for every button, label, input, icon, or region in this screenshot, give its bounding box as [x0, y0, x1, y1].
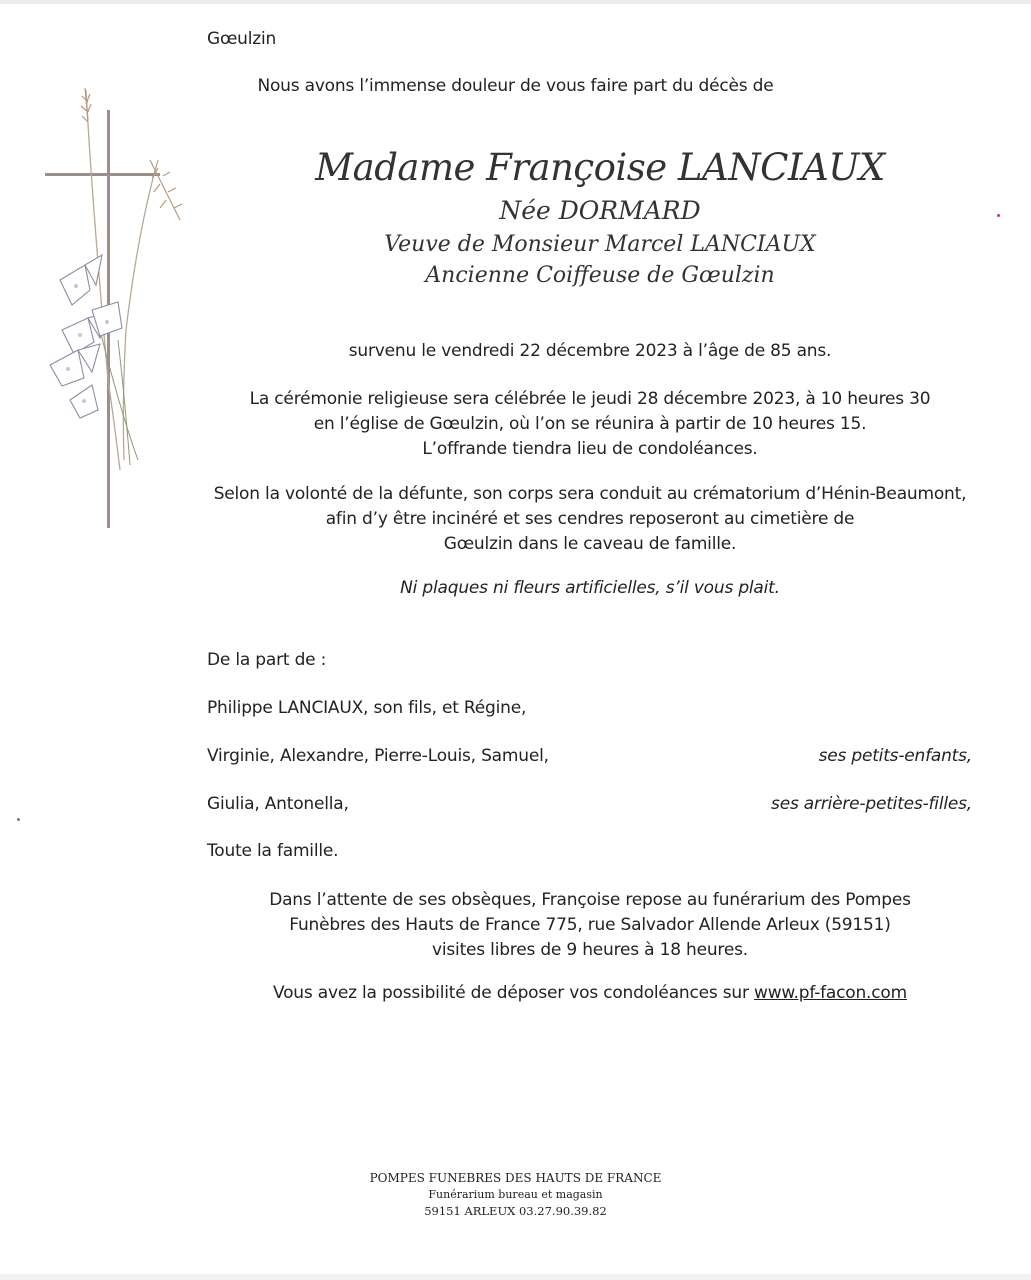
family-row-names: Giulia, Antonella, — [207, 794, 349, 814]
scan-edge-top — [0, 0, 1031, 4]
town-header: Gœulzin — [207, 29, 277, 49]
ceremony-paragraph — [190, 387, 990, 462]
scan-speck — [997, 214, 1000, 217]
funerarium-line: Funèbres des Hauts de France 775, rue Salvador Allende Arleux (59151) — [289, 915, 891, 935]
cremation-line: Gœulzin dans le caveau de famille. — [443, 534, 737, 554]
footer-subtitle: Funérarium bureau et magasin — [428, 1188, 603, 1201]
scan-speck — [17, 818, 20, 821]
funerarium-line: visites libres de 9 heures à 18 heures. — [432, 940, 748, 960]
cremation-paragraph — [190, 482, 990, 557]
condolences-line — [190, 983, 990, 1003]
ceremony-line: L’offrande tiendra lieu de condoléances. — [422, 439, 758, 459]
family-label: De la part de : — [207, 650, 327, 670]
footer-address: 59151 ARLEUX 03.27.90.39.82 — [424, 1204, 607, 1218]
cremation-line: Selon la volonté de la défunte, son corps sera conduit au crématorium d’Hénin-Beaumont, — [213, 484, 967, 504]
scan-edge-bottom — [0, 1274, 1031, 1280]
deceased-name: Madame Françoise LANCIAUX — [315, 146, 885, 189]
no-flowers-note: Ni plaques ni fleurs artificielles, s’il vous plait. — [400, 578, 780, 598]
condolences-text: Vous avez la possibilité de déposer vos condoléances sur — [273, 983, 749, 1003]
cross-with-wheat-and-lilies-icon — [30, 80, 210, 540]
funerarium-paragraph — [190, 888, 990, 963]
family-row-names: Virginie, Alexandre, Pierre-Louis, Samuel, — [207, 746, 549, 766]
profession: Ancienne Coiffeuse de Gœulzin — [425, 263, 775, 288]
family-row-relation: ses petits-enfants, — [818, 746, 972, 766]
family-row-names: Toute la famille. — [207, 841, 339, 861]
footer — [0, 1170, 1031, 1220]
birth-name: Née DORMARD — [499, 196, 701, 225]
condolences-link[interactable]: www.pf-facon.com — [754, 983, 907, 1003]
intro-line: Nous avons l’immense douleur de vous faire part du décès de — [257, 76, 774, 96]
ceremony-line: en l’église de Gœulzin, où l’on se réunira à partir de 10 heures 15. — [313, 414, 867, 434]
family-row-names: Philippe LANCIAUX, son fils, et Régine, — [207, 698, 527, 718]
funerarium-line: Dans l’attente de ses obsèques, Françoise repose au funérarium des Pompes — [269, 890, 911, 910]
death-date-line: survenu le vendredi 22 décembre 2023 à l’âge de 85 ans. — [348, 341, 832, 361]
footer-company: POMPES FUNEBRES DES HAUTS DE FRANCE — [369, 1171, 662, 1185]
family-row-relation: ses arrière-petites-filles, — [771, 794, 972, 814]
widow-of: Veuve de Monsieur Marcel LANCIAUX — [384, 232, 816, 257]
ceremony-line: La cérémonie religieuse sera célébrée le jeudi 28 décembre 2023, à 10 heures 30 — [249, 389, 931, 409]
cremation-line: afin d’y être incinéré et ses cendres reposeront au cimetière de — [325, 509, 855, 529]
